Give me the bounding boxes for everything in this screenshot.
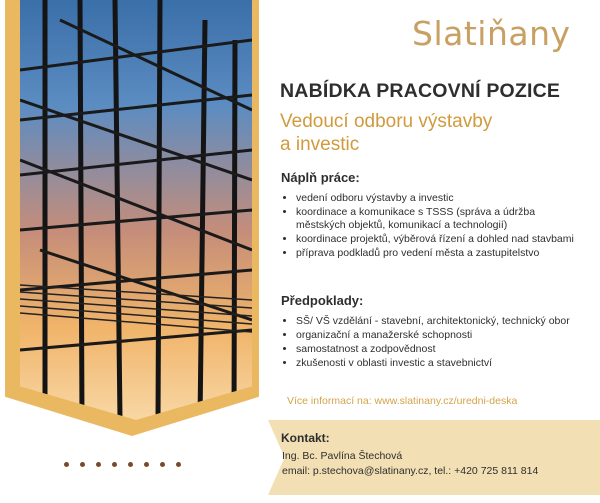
scaffolding-photo bbox=[20, 0, 252, 420]
more-info-link[interactable]: Více informací na: www.slatinany.cz/uredni-deska bbox=[287, 395, 518, 407]
position-title bbox=[280, 110, 492, 156]
section-title-naplne: Náplň práce: bbox=[281, 170, 360, 185]
position-title-line1: Vedoucí odboru výstavby bbox=[280, 111, 493, 132]
dot bbox=[128, 462, 133, 467]
dot bbox=[96, 462, 101, 467]
list-item: • vedení odboru výstavby a investic bbox=[296, 192, 586, 205]
dot bbox=[112, 462, 117, 467]
position-title-line2: a investic bbox=[280, 134, 360, 155]
naplne-list bbox=[283, 192, 586, 261]
scaffolding-illustration bbox=[20, 0, 252, 420]
list-item: • koordinace projektů, výběrová řízení a dohled nad stavbami bbox=[296, 233, 586, 246]
dot bbox=[64, 462, 69, 467]
list-item: • příprava podkladů pro vedení města a zastupitelstvo bbox=[296, 247, 586, 260]
contact-details[interactable]: email: p.stechova@slatinany.cz, tel.: +420 725 811 814 bbox=[282, 465, 539, 477]
contact-title: Kontakt: bbox=[281, 431, 330, 445]
dot bbox=[160, 462, 165, 467]
list-item: • SŠ/ VŠ vzdělání - stavební, architektonický, technický obor bbox=[296, 315, 586, 328]
predpoklady-list bbox=[283, 315, 586, 371]
logo: Slatiňany bbox=[412, 14, 571, 53]
list-item: • organizační a manažerské schopnosti bbox=[296, 329, 586, 342]
dot bbox=[80, 462, 85, 467]
list-item: • koordinace a komunikace s TSSS (správa a údržba městských objektů, komunikací a technologií) bbox=[296, 206, 586, 232]
decorative-dots bbox=[64, 462, 181, 467]
dot bbox=[176, 462, 181, 467]
list-item: • samostatnost a zodpovědnost bbox=[296, 343, 586, 356]
section-title-predpoklady: Předpoklady: bbox=[281, 293, 364, 308]
contact-name: Ing. Bc. Pavlína Štechová bbox=[282, 450, 403, 462]
dot bbox=[144, 462, 149, 467]
page-title: NABÍDKA PRACOVNÍ POZICE bbox=[280, 80, 561, 102]
list-item: • zkušenosti v oblasti investic a stavebnictví bbox=[296, 357, 586, 370]
